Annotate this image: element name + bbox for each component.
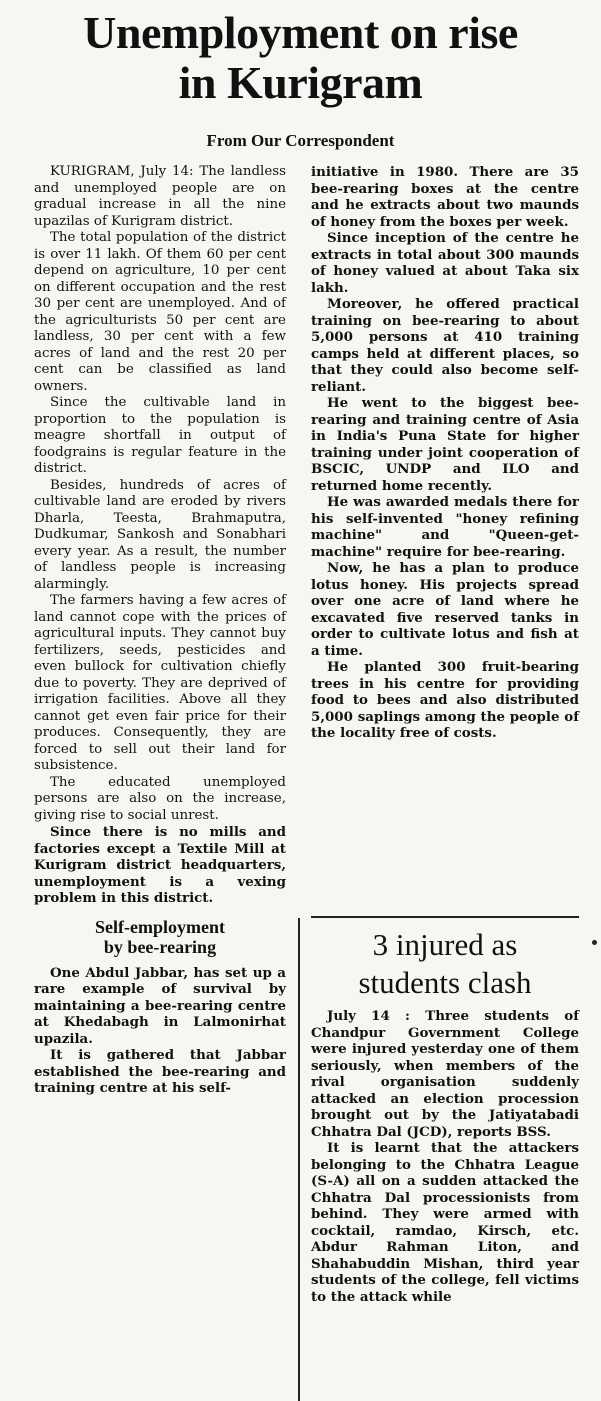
headline: [0, 8, 601, 108]
article-paragraph: Now, he has a plan to produce lotus honey. His projects spread over one acre of land where he excavated five reserved tanks in order to cultivate lotus and fish at a time.: [311, 560, 579, 659]
left-column: [34, 164, 286, 1097]
subhead-line-2: by bee-rearing: [103, 936, 217, 957]
second-story: [311, 926, 579, 1305]
article-paragraph: July 14 : Three students of Chandpur Government College were injured yesterday one of them seriously, when members of the rival organisation suddenly attacked an election procession brought out by the Jatiyatabadi Chhatra Dal (JCD), reports BSS.: [311, 1008, 579, 1140]
article-paragraph: KURIGRAM, July 14: The landless and unemployed people are on gradual increase in all the nine upazilas of Kurigram district.: [34, 164, 286, 229]
article-paragraph: Since the cultivable land in proportion to the population is meagre shortfall in output of foodgrains is regular feature in the district.: [34, 395, 286, 476]
article-paragraph: One Abdul Jabbar, has set up a rare example of survival by maintaining a bee-rearing centre at Khedabagh in Lalmonirhat upazila.: [34, 964, 286, 1047]
article-paragraph: He went to the biggest bee-rearing and training centre of Asia in India's Puna State for higher training under joint cooperation of BSCIC, UNDP and ILO and returned home recently.: [311, 395, 579, 494]
article-paragraph: The farmers having a few acres of land cannot cope with the prices of agricultural inputs. They cannot buy fertilizers, seeds, pesticides and even bullock for cultivation chiefly due to poverty. They are deprived of irrigation facilities. Above all they cannot get even fair price for their produces. Consequently, they are forced to sell out their land for subsistence.: [34, 593, 286, 773]
article-paragraph: Since there is no mills and factories except a Textile Mill at Kurigram district headquarters, unemployment is a vexing problem in this district.: [34, 824, 286, 906]
story-divider-horizontal: [311, 916, 579, 918]
subhead-line-1: Self-employment: [95, 916, 225, 937]
article-paragraph: He planted 300 fruit-bearing trees in his centre for providing food to bees and also distributed 5,000 saplings among the people of the locality free of costs.: [311, 659, 579, 741]
article-paragraph: It is gathered that Jabbar established the bee-rearing and training centre at his self-: [34, 1047, 286, 1096]
bullet-dot: [592, 940, 597, 945]
article-paragraph: He was awarded medals there for his self-invented "honey refining machine" and "Queen-get-machine" require for bee-rearing.: [311, 494, 579, 560]
article-paragraph: Moreover, he offered practical training on bee-rearing to about 5,000 persons at 410 training camps held at different places, so that they could also become self-reliant.: [311, 296, 579, 395]
headline-line-2: in Kurigram: [178, 57, 423, 108]
right-column: [311, 164, 579, 742]
column-divider-vertical: [298, 918, 300, 1401]
article-paragraph: The total population of the district is over 11 lakh. Of them 60 per cent depend on agriculture, 10 per cent on different occupation and the rest 30 per cent are unemployed. And of the agriculturists 50 per cent are landless, 30 per cent with a few acres of land and the rest 20 per cent can be classified as land owners.: [34, 230, 286, 394]
second-story-headline: [311, 926, 579, 1002]
article-paragraph: Since inception of the centre he extracts in total about 300 maunds of honey valued at about Taka six lakh.: [311, 230, 579, 296]
article-paragraph: Besides, hundreds of acres of cultivable land are eroded by rivers Dharla, Teesta, Brahmaputra, Dudkumar, Sankosh and Sonabhari every year. As a result, the number of landless people is increasing alarmingly.: [34, 477, 286, 592]
second-headline-line-1: 3 injured as: [372, 927, 518, 962]
second-story-body: [311, 1008, 579, 1305]
article-paragraph: The educated unemployed persons are also on the increase, giving rise to social unrest.: [34, 774, 286, 823]
byline: From Our Correspondent: [206, 131, 395, 150]
second-headline-line-2: students clash: [358, 965, 532, 1000]
headline-line-1: Unemployment on rise: [83, 7, 518, 58]
article-paragraph: It is learnt that the attackers belonging to the Chhatra League (S-A) all on a sudden attacked the Chhatra Dal processionists from behind. They were armed with cocktail, ramdao, Kirsch, etc. Abdur Rahman Liton, and Shahabuddin Mishan, third year students of the college, fell victims to the attack while: [311, 1140, 579, 1305]
continued-paragraph: initiative in 1980. There are 35 bee-rearing boxes at the centre and he extracts about two maunds of honey from the boxes per week.: [311, 164, 579, 230]
section-subhead: [34, 917, 286, 957]
